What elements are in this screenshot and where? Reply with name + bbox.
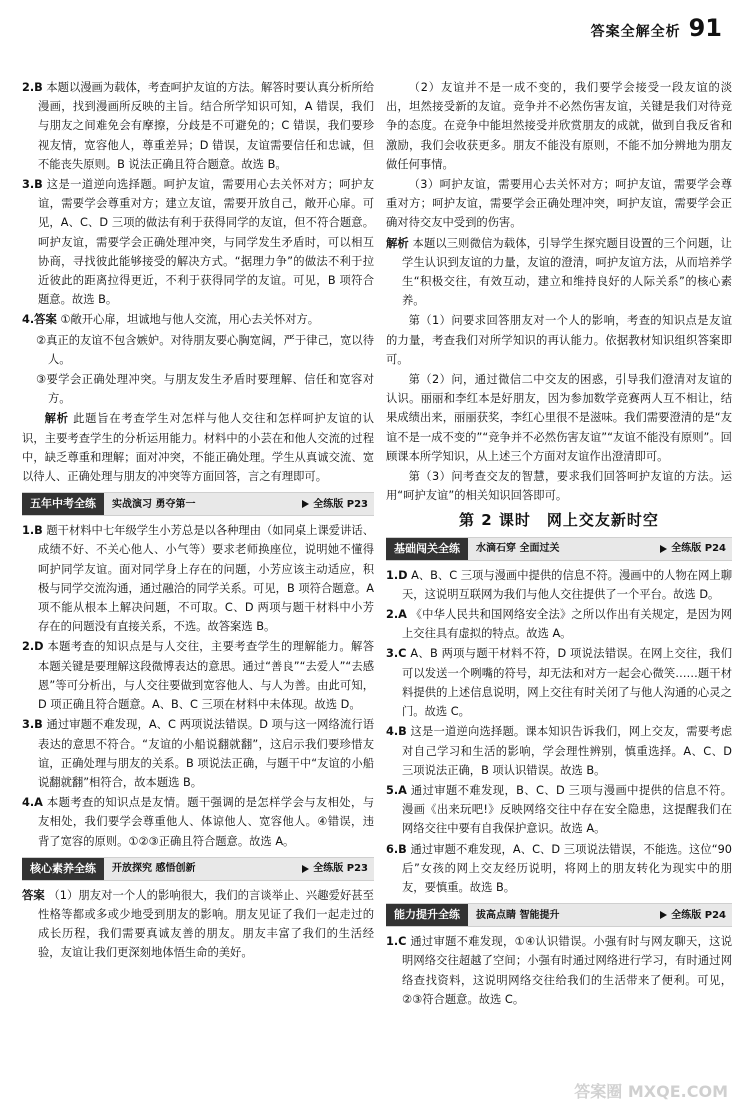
answer-number: 5.A [386,783,407,797]
section-ref: 全练版 P24 [671,543,726,555]
answer-text: ①敞开心扉，坦诚地与他人交流，用心去关怀对方。 [56,313,320,327]
analysis-paragraph: 第（2）问，通过微信二中交友的困惑，引导我们澄清对友谊的认识。丽丽和李红本是好朋友，因为参加数学竞赛两人互不相让，结果成绩出来，丽丽获奖，李红心里很不是滋味。我们需要澄清的是“友谊不是一成不变的”“竞争并不必然伤害友谊”“友谊不能没有原则”。回顾课本所学知识，从上述三个方面对友谊作出澄清即可。 [386,373,732,463]
answer-number: 3.B [22,718,43,732]
answers-group-2 [22,521,374,850]
section-bar-ability [386,903,732,927]
answer-subpoint: ②真正的友谊不包含嫉妒。对待朋友要心胸宽阔，严于律己，宽以待人。 [36,333,374,366]
left-column [22,78,374,1090]
analysis-paragraph [386,234,732,311]
answer-item [22,521,374,636]
answer-text: 题干材料中七年级学生小芳总是以各种理由（如同桌上课爱讲话、成绩不好、不关心他人、小气等）要求老师换座位，说明她不懂得呵护同学友谊。面对同学身上存在的问题，小芳应该主动适应，积极与同学交流沟通，通过融洽的同学关系。可见，B 项符合题意。A 项不能从根本上解决问题，不可取。C、D 两项与题干材料中小芳存在的问题没有直接关系，不选。故答案选 B。 [38,524,374,634]
answer-number: 3.C [386,647,407,661]
answer-item [386,644,732,721]
section-bar-basic [386,537,732,561]
page-header [591,14,722,42]
answer-number: 3.B [22,178,43,192]
section-ref: 全练版 P24 [671,909,726,921]
answers-group-4 [386,932,732,1009]
right-column [386,78,732,1090]
watermark-logo: 答案圈 MXQE.COM [574,1082,728,1101]
answer-item [386,566,732,604]
answer-number: 1.C [386,935,407,949]
analysis-label: 解析 [44,412,69,426]
section-tag: 基础闯关全练 [386,538,468,560]
answer-subpoint: （2）友谊并不是一成不变的，我们要学会接受一段友谊的淡出，坦然接受新的友谊。竞争并不必然伤害友谊，关键是我们对待竞争的态度。在竞争中能坦然接受并欣赏朋友的成就，做到自我反省和激励，我们会收获更多。朋友不能没有原则，不能不加分辨地为朋友做任何事情。 [386,81,732,171]
answer-item [22,793,374,851]
answer-item [386,605,732,643]
arrow-icon [302,500,309,508]
analysis-paragraph: 第（1）问要求回答朋友对一个人的影响，考查的知识点是友谊的力量，考查我们对所学知识的再认能力。依据教材知识组织答案即可。 [386,314,732,366]
section-motto: 拔高点睛 智能提升 [476,909,560,921]
section-tag: 能力提升全练 [386,904,468,926]
section-motto: 水滴石穿 全面过关 [476,543,560,555]
answer-number: 4.答案 [22,313,57,327]
section-tag: 核心素养全练 [22,858,104,880]
arrow-icon [302,865,309,873]
answer-text: 通过审题不难发现，B、C、D 三项与漫画中提供的信息不符。漫画《出来玩吧!》反映网络交往中存在安全隐患，这提醒我们在网络交往中要有自我保护意识。故选 A。 [402,783,732,836]
answer-number: 2.A [386,608,407,622]
answer-text: 通过审题不难发现，A、C 两项说法错误。D 项与这一网络流行语表达的意思不符合。“友谊的小船说翻就翻”，这启示我们要珍惜友谊，正确处理与朋友的关系。B 项说法正确，与题干中“友谊的小船说翻就翻”相符合，故本题选 B。 [38,718,374,789]
section-bar-five-year [22,492,374,516]
analysis-text: 此题旨在考查学生对怎样与他人交往和怎样呵护友谊的认识，主要考查学生的分析运用能力。材料中的小芸在和他人交流的过程中，缺乏尊重和理解；面对冲突，不能正确处理。学生从真诚交流、宽以待人、正确处理与朋友的冲突等方面回答，言之有理即可。 [22,412,374,484]
analysis-text: 本题以三则微信为载体，引导学生探究题目设置的三个问题，让学生认识到友谊的力量，友谊的澄清，呵护友谊方法，从而培养学生“积极交往，有效互动，建立和维持良好的人际关系”的核心素养。 [402,236,732,308]
answer-paragraph [22,886,374,963]
section-ref: 全练版 P23 [313,863,368,875]
answer-item [386,932,732,1009]
section-ref: 全练版 P23 [313,498,368,510]
answers-group-3 [386,566,732,897]
answer-subpoint: ③要学会正确处理冲突。与朋友发生矛盾时要理解、信任和宽容对方。 [36,373,374,406]
answer-number: 1.D [386,568,408,582]
answer-text: 本题考查的知识点是与人交往，主要考查学生的理解能力。解答本题关键是要理解这段微博表达的意思。通过“善良”“去爱人”“去感恩”等可分析出，与人交往要做到宽容他人、与人为善。由此可知，D 项正确且符合题意。A、B、C 三项在材料中未体现。故选 D。 [38,640,374,712]
answer-item [22,78,374,174]
answer-number: 4.A [22,796,43,810]
analysis-paragraph [22,409,374,486]
answer-item [22,175,374,309]
answer-text: 本题以漫画为载体，考查呵护友谊的方法。解答时要认真分析所给漫画，找到漫画所反映的主旨。结合所学知识可知，A 错误，我们与朋友之间难免会有摩擦，分歧是不可避免的；C 错误，我们要珍视友情，宽容他人，尊重差异；D 错误，友谊需要信任和忠诚，但不能丧失原则。B 说法正确且符合题意。故选 B。 [38,81,374,171]
answer-item [22,715,374,792]
answer-number: 2.D [22,640,44,654]
answer-text: A、B、C 三项与漫画中提供的信息不符。漫画中的人物在网上聊天，这说明互联网为我们与他人交往提供了一个平台。故选 D。 [402,568,732,601]
answer-item [386,781,732,839]
answer-text: 《中华人民共和国网络安全法》之所以作出有关规定，是因为网上交往具有虚拟的特点。故选 A。 [402,608,732,641]
answer-subpoints [386,78,732,233]
answer-text: 通过审题不难发现，A、C、D 三项说法错误，不能选。这位“90 后”女孩的网上交友经历说明，将网上的朋友转化为现实中的朋友，要慎重。故选 B。 [402,842,732,894]
answer-number: 6.B [386,842,407,856]
answer-number: 4.B [386,725,407,739]
header-title: 答案全解全析 [590,24,681,40]
section-motto: 实战演习 勇夺第一 [112,498,196,510]
analysis-paragraphs [386,311,732,505]
answer-item [22,637,374,714]
page-number: 91 [688,14,722,42]
section-motto: 开放探究 感悟创新 [112,863,196,875]
answers-group-1 [22,78,374,330]
section-tag: 五年中考全练 [22,493,104,515]
answer-label: 答案 [22,888,45,902]
lesson-title: 第 2 课时 网上交友新时空 [459,511,659,530]
answer-4-subpoints [22,331,374,409]
answer-text: 这是一道逆向选择题。呵护友谊，需要用心去关怀对方；呵护友谊，需要学会尊重对方；建立友谊，需要开放自己，敞开心扉。可见，A、C、D 三项的做法有利于获得同学的友谊，但不符合题意。呵护友谊，需要学会正确处理冲突，与同学发生矛盾时，可以相互协商，寻找彼此能够接受的解决方式。“据理力争”的做法不利于拉近彼此的距离拉得更近，不利于获得同学的友谊。可见，B 项符合题意。故选 B。 [38,178,374,307]
answer-item [386,722,732,780]
analysis-label: 解析 [386,236,409,250]
answer-number: 1.B [22,524,43,538]
answer-text: A、B 两项与题干材料不符，D 项说法错误。在网上交往，我们可以发送一个咧嘴的符号，却无法和对方一起会心微笑……题干材料提供的上述信息说明，网上交往有时关闭了与他人沟通的心灵之门。故选 C。 [402,647,732,719]
analysis-paragraph: 第（3）问考查交友的智慧，要求我们回答呵护友谊的方法。运用“呵护友谊”的相关知识回答即可。 [386,470,732,503]
answer-item [386,840,732,898]
section-bar-core [22,857,374,881]
answer-number: 2.B [22,81,43,94]
answer-subpoint: （3）呵护友谊，需要用心去关怀对方；呵护友谊，需要学会尊重对方；呵护友谊，需要学会正确处理冲突，呵护友谊，需要学会正确对待交友中受到的伤害。 [386,178,732,230]
answer-item [22,310,374,329]
answer-text: 本题考查的知识点是友情。题干强调的是怎样学会与友相处，与友相处，我们要学会尊重他人、体谅他人、宽容他人。④错误，违背了宽容的原则。①②③正确且符合题意。故选 A。 [38,796,374,848]
answer-text: 通过审题不难发现，①④认识错误。小强有时与网友聊天，这说明网络交往超越了空间；小强有时通过网络进行学习，有时通过网络查找资料，这说明网络交往给我们的生活带来了便利。可见，②③符合题意。故选 C。 [402,935,732,1006]
answer-text: （1）朋友对一个人的影响很大，我们的言谈举止、兴趣爱好甚至性格等都或多或少地受到朋友的影响。朋友见证了我们一起走过的成长历程，我们需要真诚友善的朋友。朋友丰富了我们的生活经验，友谊让我们更深刻地体悟生命的美好。 [38,888,374,960]
arrow-icon [660,545,667,553]
arrow-icon [660,911,667,919]
answer-text: 这是一道逆向选择题。课本知识告诉我们，网上交友，需要考虑对自己学习和生活的影响，学会理性辨别，慎重选择。A、C、D 三项说法正确，B 项认识错误。故选 B。 [402,725,732,777]
